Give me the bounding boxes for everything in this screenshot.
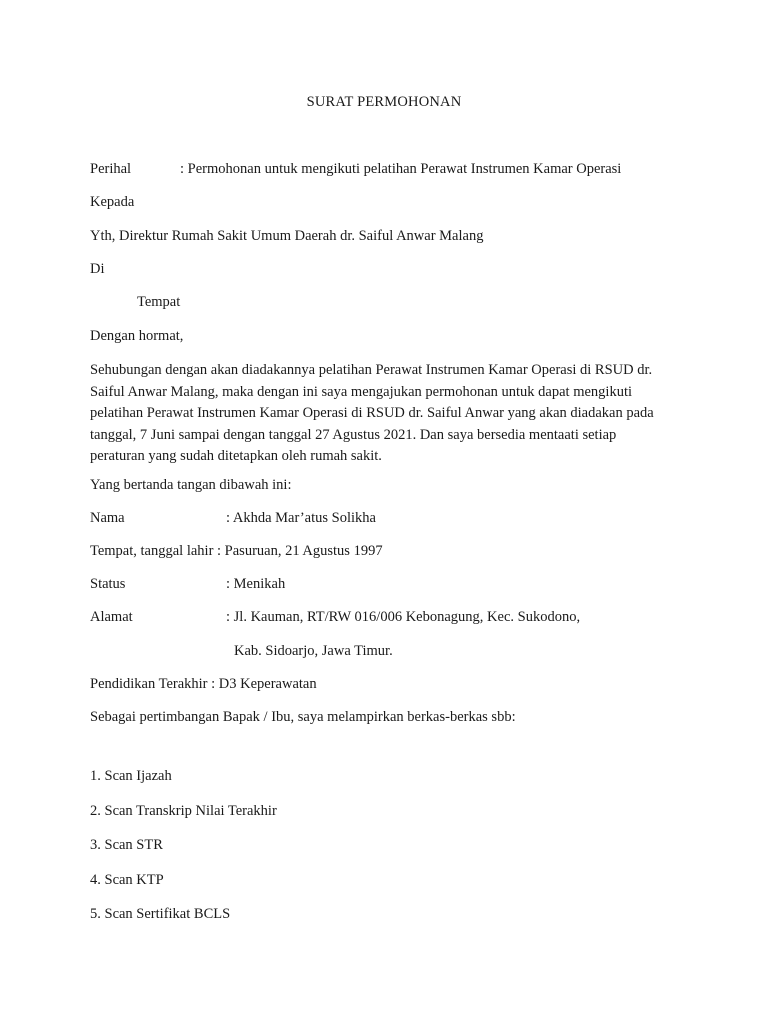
field-label: Status xyxy=(90,576,126,592)
field-label: Nama xyxy=(90,510,125,526)
field-value: : Akhda Mar’atus Solikha xyxy=(226,510,376,526)
di-text: Di xyxy=(90,261,105,277)
perihal-value: : Permohonan untuk mengikuti pelatihan Perawat Instrumen Kamar Operasi xyxy=(180,161,622,177)
field-label: Pendidikan Terakhir xyxy=(90,676,208,692)
paragraph-line: peraturan yang sudah ditetapkan oleh rumah sakit. xyxy=(90,448,382,464)
attachments-intro: Sebagai pertimbangan Bapak / Ibu, saya melampirkan berkas-berkas sbb: xyxy=(90,709,516,725)
signer-intro: Yang bertanda tangan dibawah ini: xyxy=(90,477,292,493)
paragraph-line: Saiful Anwar Malang, maka dengan ini saya mengajukan permohonan untuk dapat mengikuti xyxy=(90,383,633,400)
field-status xyxy=(90,574,285,594)
field-label: Alamat xyxy=(90,609,133,625)
kepada-text: Kepada xyxy=(90,194,135,210)
attachment-item: 5. Scan Sertifikat BCLS xyxy=(90,906,231,922)
field-value: : Menikah xyxy=(226,576,286,592)
field-value: : Jl. Kauman, RT/RW 016/006 Kebonagung, Kec. Sukodono, xyxy=(226,609,581,625)
perihal-label: Perihal xyxy=(90,161,132,177)
field-ttl xyxy=(90,541,383,561)
field-value: : D3 Keperawatan xyxy=(207,676,317,692)
tempat-text: Tempat xyxy=(137,294,181,310)
attachment-item: 3. Scan STR xyxy=(90,837,163,853)
field-nama xyxy=(90,508,376,528)
field-alamat-line2: Kab. Sidoarjo, Jawa Timur. xyxy=(234,643,393,659)
salutation-text: Dengan hormat, xyxy=(90,328,184,344)
letter-title: SURAT PERMOHONAN xyxy=(306,94,462,110)
attachment-item: 1. Scan Ijazah xyxy=(90,768,172,784)
recipient-text: Yth, Direktur Rumah Sakit Umum Daerah dr. Saiful Anwar Malang xyxy=(90,228,484,244)
paragraph-line: pelatihan Perawat Instrumen Kamar Operasi di RSUD dr. Saiful Anwar yang akan diadakan pada xyxy=(90,405,654,421)
field-label: Tempat, tanggal lahir xyxy=(90,543,214,559)
paragraph-line: tanggal, 7 Juni sampai dengan tanggal 27 Agustus 2021. Dan saya bersedia mentaati setiap xyxy=(90,426,617,443)
field-value: : Pasuruan, 21 Agustus 1997 xyxy=(213,543,383,559)
perihal-row xyxy=(90,159,621,179)
attachment-item: 4. Scan KTP xyxy=(90,872,164,888)
body-paragraph xyxy=(90,360,678,468)
field-alamat xyxy=(90,607,580,627)
paragraph-line: Sehubungan dengan akan diadakannya pelatihan Perawat Instrumen Kamar Operasi di RSUD dr. xyxy=(90,362,653,378)
attachment-item: 2. Scan Transkrip Nilai Terakhir xyxy=(90,803,277,819)
field-pendidikan xyxy=(90,674,317,694)
